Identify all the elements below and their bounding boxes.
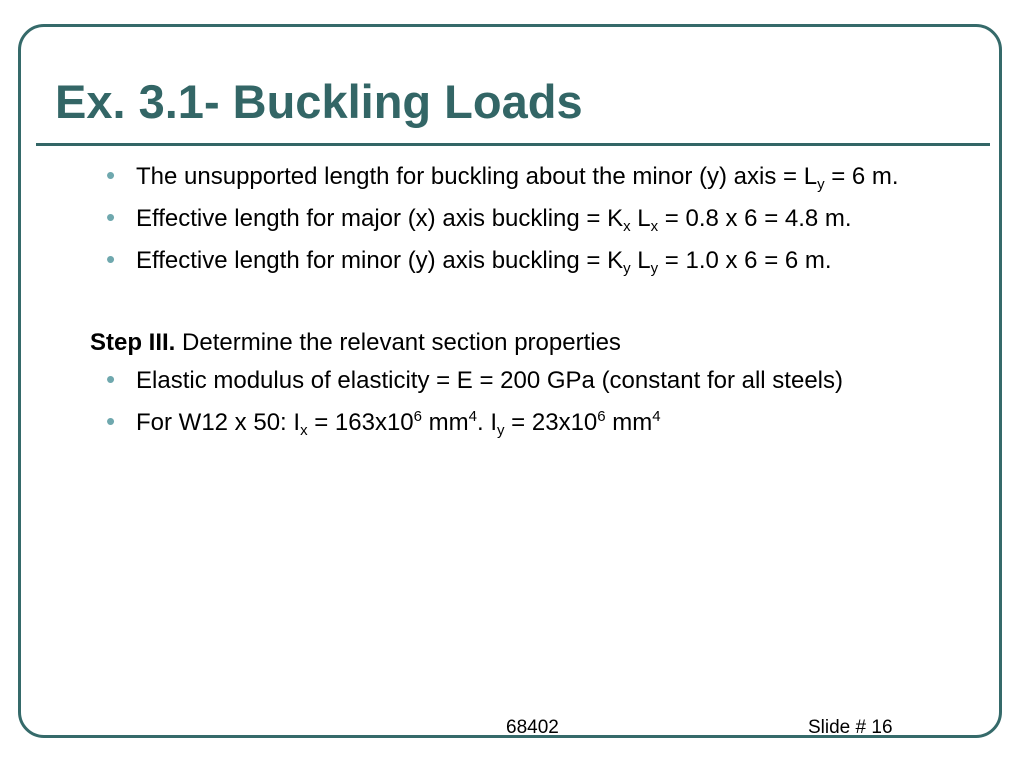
step-label: Step III. [90, 329, 176, 356]
bullet-text: The unsupported length for buckling about the minor (y) axis = $L_y = 6$ m. [136, 163, 899, 193]
bullet-text: Effective length for major (x) axis buckling = $K_x$ $L_x = 0.8$ x 6 = 4.8 m. [136, 205, 852, 235]
footer-slide-number: Slide # 16 [808, 717, 893, 738]
bullet-text: For W12 x 50: $I_x = 163x10^6$ $mm^4$. $I_y = 23x10^6$ $mm^4$ [136, 408, 661, 439]
bullet-icon: • [106, 160, 116, 190]
bullet-text: Effective length for minor (y) axis buckling = $K_y$ $L_y = 1.0$ x 6 = 6 m. [136, 247, 832, 277]
step-heading [90, 326, 990, 360]
bullet-icon: • [106, 202, 116, 232]
step-text: Determine the relevant section properties [175, 329, 621, 356]
bullet-item-major-axis [90, 202, 990, 236]
bullet-item-elastic-modulus [90, 364, 990, 398]
bullet-icon: • [106, 244, 116, 274]
bullet-item-minor-axis [90, 244, 990, 278]
title-divider [36, 143, 990, 146]
bullet-icon: • [106, 406, 116, 436]
bullet-icon: • [106, 364, 116, 394]
slide-body [90, 160, 990, 448]
slide-title: Ex. 3.1- Buckling Loads [55, 75, 583, 128]
bullet-item-section-properties [90, 406, 990, 440]
bullet-item-unsupported-length [90, 160, 990, 194]
bullet-text: Elastic modulus of elasticity = E = 200 GPa (constant for all steels) [136, 367, 843, 394]
footer-course-code: 68402 [506, 717, 559, 738]
